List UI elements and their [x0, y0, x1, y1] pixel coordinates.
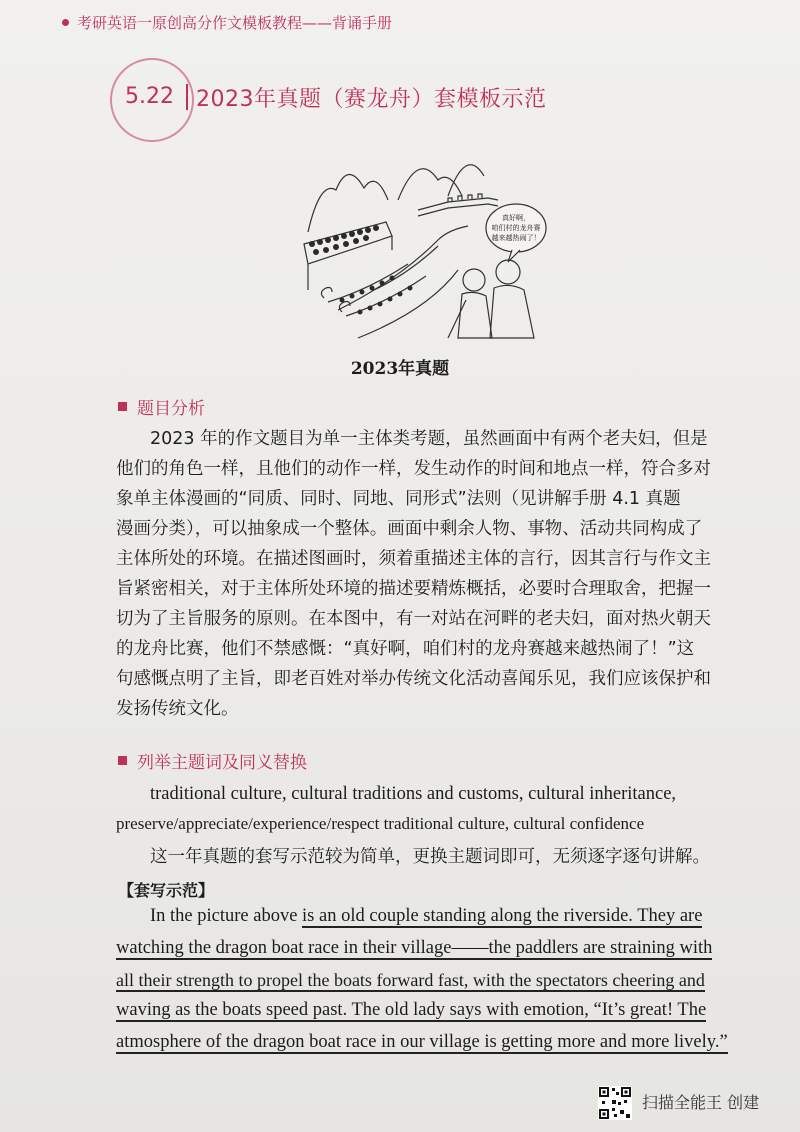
section-divider — [186, 84, 188, 110]
sample-line-4-text: waving as the boats speed past. The old lady says with emotion, “It’s great! The — [116, 1000, 707, 1020]
running-header — [62, 10, 392, 34]
sample-label: 【套写示范】 — [118, 881, 215, 900]
sample-line-2 — [116, 938, 720, 959]
dragon-boat-cartoon — [298, 140, 550, 342]
analysis-label-text: 题目分析 — [137, 399, 205, 419]
speech-bubble-line-1: 真好啊， — [502, 214, 530, 222]
keywords-label-text: 列举主题词及同义替换 — [137, 753, 307, 773]
analysis-line-2: 他们的角色一样，且他们的动作一样，发生动作的时间和地点一样，符合多对 — [116, 459, 711, 479]
keywords-label — [118, 748, 307, 773]
sample-line-4 — [116, 1000, 720, 1021]
analysis-line-5: 主体所处的环境。在描述图画时，须着重描述主体的言行，因其言行与作文主 — [116, 549, 711, 569]
analysis-line-4: 漫画分类），可以抽象成一个整体。画面中剩余人物、事物、活动共同构成了 — [116, 519, 703, 539]
analysis-label — [118, 394, 205, 419]
sample-line-1-start: In the picture above — [150, 906, 303, 926]
analysis-line-1: 2023 年的作文题目为单一主体类考题，虽然画面中有两个老夫妇，但是 — [150, 429, 708, 449]
speech-bubble-line-3: 越来越热闹了！ — [491, 234, 541, 242]
sample-line-3-text: all their strength to propel the boats forward fast, with the spectators cheering and — [116, 970, 705, 990]
keywords-note: 这一年真题的套写示范较为简单，更换主题词即可，无须逐字逐句讲解。 — [150, 847, 710, 867]
analysis-line-7: 切为了主旨服务的原则。在本图中，有一对站在河畔的老夫妇，面对热火朝天 — [116, 609, 711, 629]
sample-line-3 — [116, 970, 720, 991]
section-title: 2023年真题（赛龙舟）套模板示范 — [196, 87, 547, 112]
analysis-line-6: 旨紧密相关，对于主体所处环境的描述要精炼概括，必要时合理取舍，把握一 — [116, 579, 711, 599]
sample-line-5 — [116, 1032, 728, 1053]
analysis-line-10: 发扬传统文化。 — [116, 699, 239, 719]
watermark-text: 扫描全能王 创建 — [642, 1093, 760, 1112]
label-square-icon — [118, 756, 127, 765]
speech-bubble-line-2: 咱们村的龙舟赛 — [491, 224, 541, 232]
figure-caption: 2023年真题 — [350, 359, 450, 379]
header-bullet-icon — [62, 19, 69, 26]
keywords-line-1: traditional culture, cultural traditions and customs, cultural inheritance, — [150, 784, 677, 804]
keywords-line-2: preserve/appreciate/experience/respect traditional culture, cultural confidence — [116, 814, 645, 833]
qr-code-icon — [598, 1086, 632, 1120]
section-number: 5.22 — [125, 84, 174, 109]
analysis-line-3: 象单主体漫画的“同质、同时、同地、同形式”法则（见讲解手册 4.1 真题 — [116, 489, 681, 509]
analysis-line-8: 的龙舟比赛，他们不禁感慨：“真好啊，咱们村的龙舟赛越来越热闹了！”这 — [116, 639, 695, 659]
label-square-icon — [118, 402, 127, 411]
running-header-title: 考研英语一原创高分作文模板教程——背诵手册 — [77, 13, 393, 32]
sample-line-5-text: atmosphere of the dragon boat race in our village is getting more and more lively.” — [116, 1032, 728, 1052]
sample-line-1-underlined: is an old couple standing along the riverside. They are — [302, 906, 703, 926]
sample-line-2-text: watching the dragon boat race in their village——the paddlers are straining with — [116, 938, 713, 958]
sample-line-1 — [150, 906, 720, 927]
analysis-line-9: 句感慨点明了主旨，即老百姓对举办传统文化活动喜闻乐见，我们应该保护和 — [116, 669, 711, 689]
